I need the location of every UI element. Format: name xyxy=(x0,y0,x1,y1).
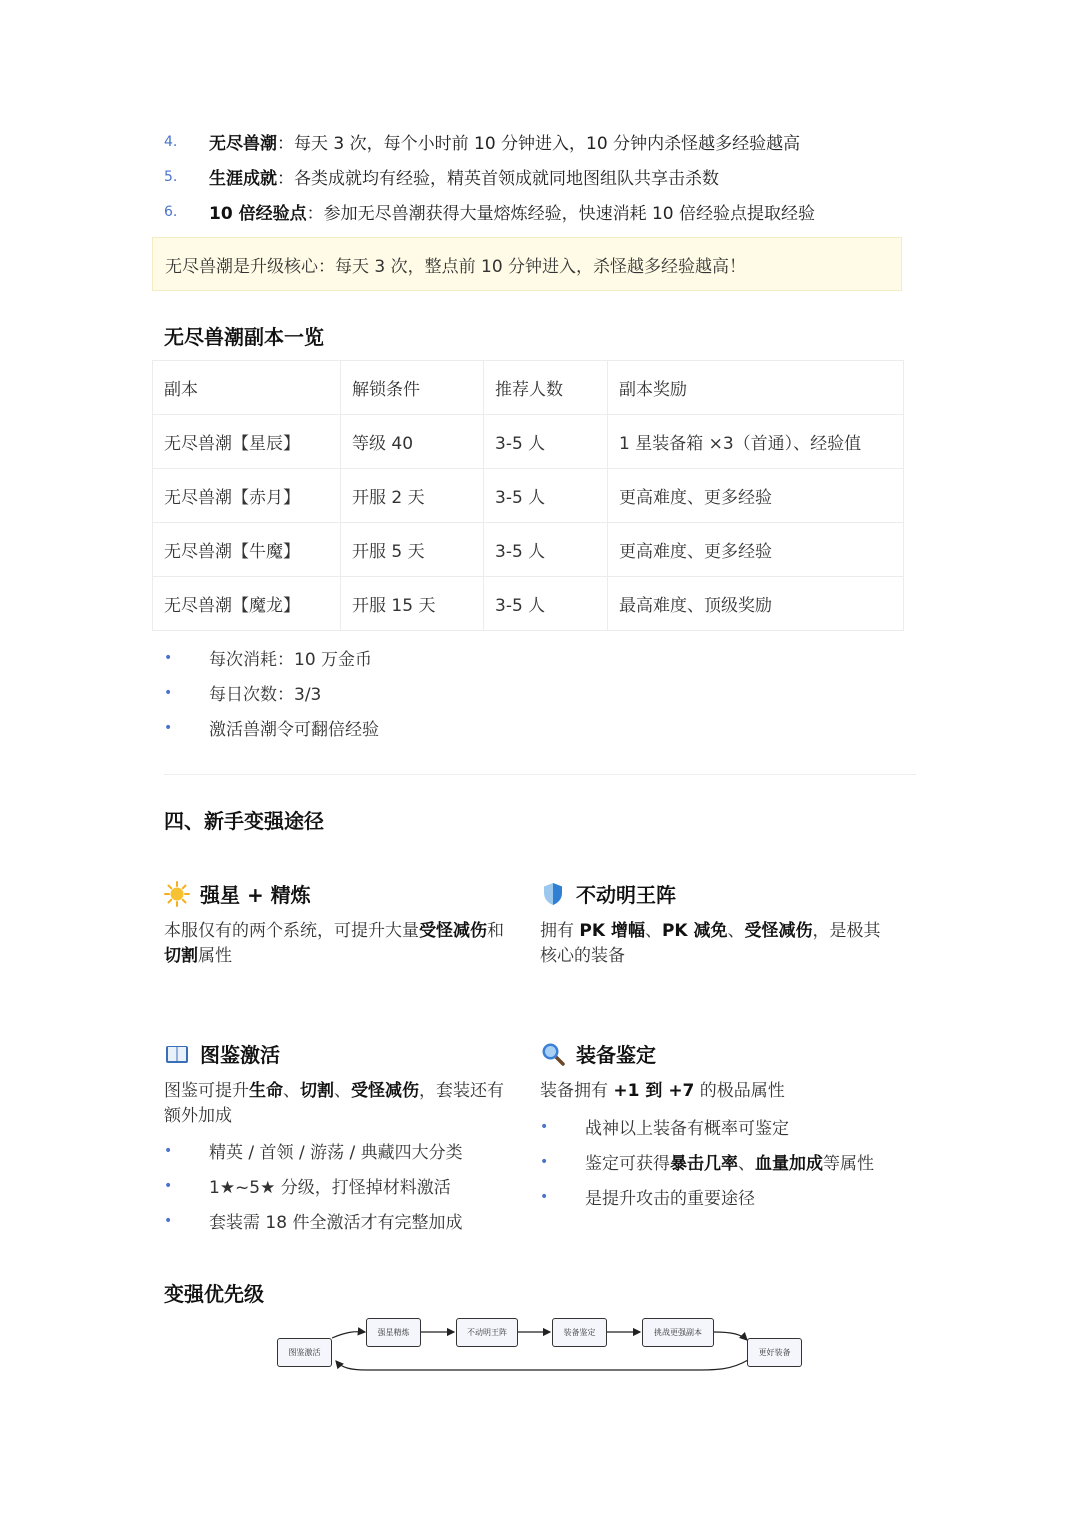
priority-title: 变强优先级 xyxy=(164,1282,264,1306)
list-item: • 1★~5★ 分级，打怪掉材料激活 xyxy=(164,1177,451,1198)
table-cell: 3-5 人 xyxy=(484,523,608,577)
list-item: • 精英 / 首领 / 游荡 / 典藏四大分类 xyxy=(164,1142,463,1163)
table-cell: 3-5 人 xyxy=(484,577,608,631)
table-row xyxy=(153,469,904,523)
table-row xyxy=(153,577,904,631)
dungeon-table xyxy=(152,360,904,631)
section-title: 四、新手变强途径 xyxy=(164,809,324,833)
list-item: • 是提升攻击的重要途径 xyxy=(540,1188,755,1209)
list-item: • 激活兽潮令可翻倍经验 xyxy=(164,719,379,740)
callout-box: 无尽兽潮是升级核心：每天 3 次，整点前 10 分钟进入，杀怪越多经验越高！ xyxy=(152,237,902,291)
table-header-cell: 副本奖励 xyxy=(608,361,904,415)
flow-node: 装备鉴定 xyxy=(552,1318,607,1347)
list-item: • 套装需 18 件全激活才有完整加成 xyxy=(164,1212,463,1233)
table-cell: 开服 15 天 xyxy=(341,577,484,631)
shield-icon xyxy=(540,881,566,907)
table-cell: 开服 2 天 xyxy=(341,469,484,523)
table-cell: 无尽兽潮【星辰】 xyxy=(153,415,341,469)
card-title-star: 强星 + 精炼 xyxy=(164,879,311,908)
table-cell: 无尽兽潮【赤月】 xyxy=(153,469,341,523)
card-desc-star: 本服仅有的两个系统，可提升大量受怪减伤和切割属性 xyxy=(164,921,504,966)
table-header-cell: 副本 xyxy=(153,361,341,415)
sun-icon xyxy=(164,881,190,907)
table-row xyxy=(153,523,904,577)
book-icon xyxy=(164,1041,190,1067)
table-header-cell: 解锁条件 xyxy=(341,361,484,415)
flow-arrows xyxy=(276,1314,806,1374)
flow-node: 更好装备 xyxy=(747,1338,802,1367)
table-cell: 1 星装备箱 ×3（首通）、经验值 xyxy=(608,415,904,469)
flow-node: 不动明王阵 xyxy=(456,1318,518,1347)
card-desc-codex: 图鉴可提升生命、切割、受怪减伤，套装还有额外加成 xyxy=(164,1081,504,1126)
codex-list xyxy=(164,1133,504,1238)
priority-flowchart xyxy=(276,1314,806,1374)
appraise-list xyxy=(540,1109,920,1214)
flow-node: 强星精炼 xyxy=(366,1318,421,1347)
table-cell: 最高难度、顶级奖励 xyxy=(608,577,904,631)
table-cell: 3-5 人 xyxy=(484,469,608,523)
list-item: • 每次消耗：10 万金币 xyxy=(164,649,373,670)
list-item: 4. 无尽兽潮 ：每天 3 次，每个小时前 10 分钟进入，10 分钟内杀怪越多经验越高 xyxy=(164,133,801,154)
card-desc-array: 拥有 PK 增幅、PK 减免、受怪减伤，是极其核心的装备 xyxy=(540,921,881,966)
table-notes-list xyxy=(164,640,504,745)
list-item: • 鉴定可获得 暴击几率 、 血量加成 等属性 xyxy=(540,1153,874,1174)
card-title-appraise: 装备鉴定 xyxy=(540,1039,656,1068)
list-item: 5. 生涯成就 ：各类成就均有经验，精英首领成就同地图组队共享击杀数 xyxy=(164,168,719,189)
list-item: • 战神以上装备有概率可鉴定 xyxy=(540,1118,789,1139)
table-cell: 更高难度、更多经验 xyxy=(608,469,904,523)
list-item: • 每日次数：3/3 xyxy=(164,684,322,705)
table-cell: 无尽兽潮【牛魔】 xyxy=(153,523,341,577)
table-header-row xyxy=(153,361,904,415)
card-title-codex: 图鉴激活 xyxy=(164,1039,280,1068)
table-cell: 等级 40 xyxy=(341,415,484,469)
flow-node: 图鉴激活 xyxy=(277,1338,332,1367)
flow-node: 挑战更强副本 xyxy=(642,1318,714,1347)
section-divider xyxy=(164,774,916,775)
table-cell: 开服 5 天 xyxy=(341,523,484,577)
table-row xyxy=(153,415,904,469)
card-title-array: 不动明王阵 xyxy=(540,879,676,908)
table-cell: 无尽兽潮【魔龙】 xyxy=(153,577,341,631)
table-header-cell: 推荐人数 xyxy=(484,361,608,415)
numbered-list xyxy=(164,124,924,229)
magnifier-icon xyxy=(540,1041,566,1067)
table-section-title: 无尽兽潮副本一览 xyxy=(164,325,324,349)
table-cell: 更高难度、更多经验 xyxy=(608,523,904,577)
card-desc-appraise: 装备拥有 +1 到 +7 的极品属性 xyxy=(540,1081,785,1101)
list-item: 6. 10 倍经验点 ：参加无尽兽潮获得大量熔炼经验，快速消耗 10 倍经验点提取经验 xyxy=(164,203,816,224)
table-cell: 3-5 人 xyxy=(484,415,608,469)
